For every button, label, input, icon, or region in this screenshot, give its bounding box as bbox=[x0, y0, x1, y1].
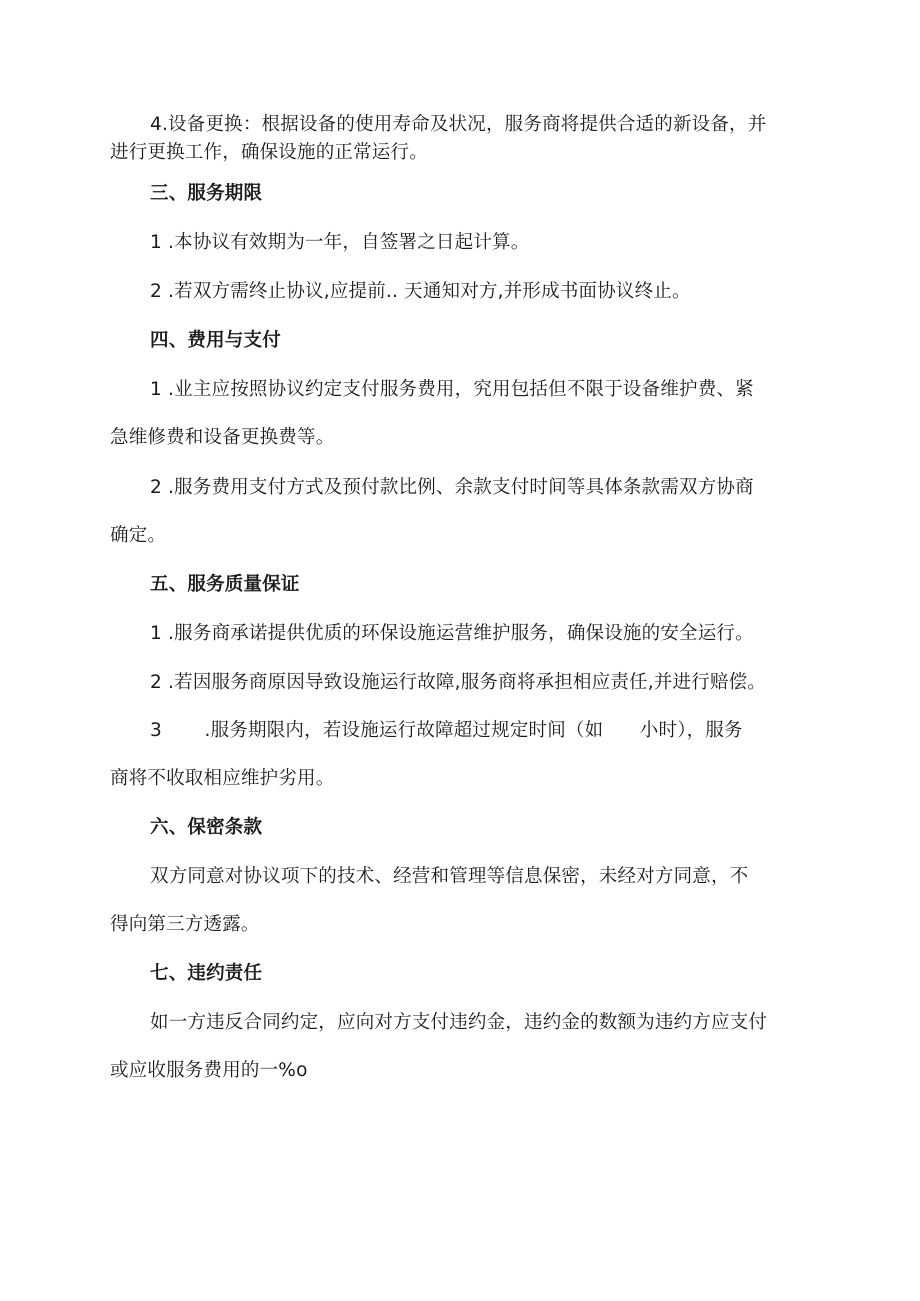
section3-item1: 1 .本协议有效期为一年，自签署之日起计算。 bbox=[150, 232, 530, 253]
section5-item3-line2: 商将不收取相应维护劣用。 bbox=[110, 768, 335, 789]
section7-body-line2: 或应收服务费用的一%o bbox=[110, 1060, 308, 1081]
section4-item2-line1: 2 .服务费用支付方式及预付款比例、余款支付时间等具体条款需双方协商 bbox=[150, 477, 754, 498]
section4-item1-line1: 1 .业主应按照协议约定支付服务费用，究用包括但不限于设备维护费、紧 bbox=[150, 379, 754, 400]
item4-line2: 进行更换工作，确保设施的正常运行。 bbox=[110, 142, 428, 163]
section5-item2: 2 .若因服务商原因导致设施运行故障,服务商将承担相应责任,并进行赔偿。 bbox=[150, 672, 766, 693]
section3-title: 三、服务期限 bbox=[150, 183, 263, 204]
section4-item1-line2: 急维修费和设备更换费等。 bbox=[110, 427, 335, 448]
section7-title: 七、违约责任 bbox=[150, 963, 263, 984]
section5-title: 五、服务质量保证 bbox=[150, 574, 300, 595]
section4-item2-line2: 确定。 bbox=[110, 525, 167, 546]
section5-item3-line1: 3 .服务期限内，若设施运行故障超过规定时间（如 小时），服务 bbox=[150, 720, 743, 741]
section6-body-line2: 得向第三方透露。 bbox=[110, 914, 260, 935]
section5-item1: 1 .服务商承诺提供优质的环保设施运营维护服务，确保设施的安全运行。 bbox=[150, 623, 754, 644]
section6-body-line1: 双方同意对协议项下的技术、经营和管理等信息保密，未经对方同意，不 bbox=[150, 866, 749, 887]
section7-body-line1: 如一方违反合同约定，应向对方支付违约金，违约金的数额为违约方应支付 bbox=[150, 1012, 768, 1033]
section6-title: 六、保密条款 bbox=[150, 817, 263, 838]
section3-item2: 2 .若双方需终止协议,应提前.. 天通知对方,并形成书面协议终止。 bbox=[150, 281, 691, 302]
section4-title: 四、费用与支付 bbox=[150, 330, 281, 351]
item4-line1: 4.设备更换：根据设备的使用寿命及状况，服务商将提供合适的新设备，并 bbox=[150, 114, 767, 135]
